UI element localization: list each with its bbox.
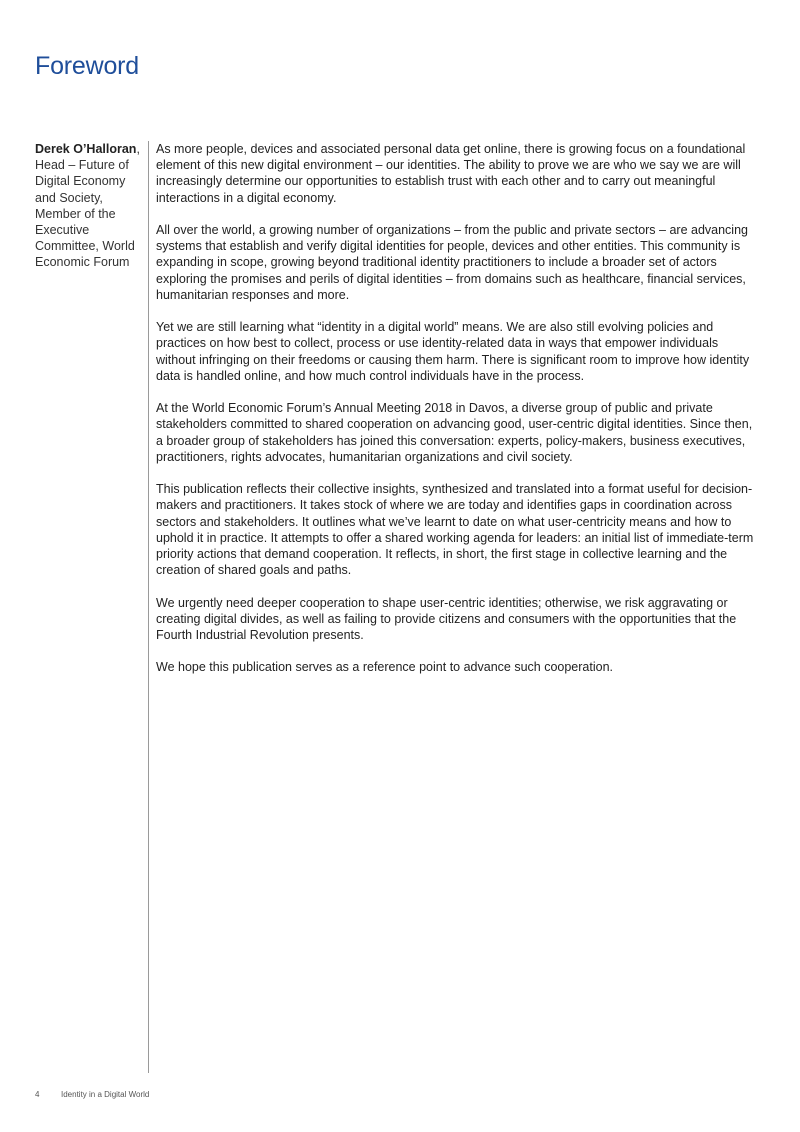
paragraph: Yet we are still learning what “identity in a digital world” means. We are also still evolving policies and practices on how best to collect, process or use identity-related data in ways that empower individuals without infringing on their freedoms or causing them harm. There is significant room to improve how identity data is handled online, and how much control individuals have in the process. — [156, 320, 750, 383]
paragraph: As more people, devices and associated personal data get online, there is growing focus on a foundational element of this new digital environment – our identities. The ability to prove we are who we say we are will increasingly determine our opportunities to establish trust with each other and to carry out meaningful interactions in a digital economy. — [156, 142, 746, 205]
author-role: , Head – Future of Digital Economy and Society, Member of the Executive Committee, World Economic Forum — [35, 142, 140, 270]
publication-title: Identity in a Digital World — [61, 1090, 150, 1099]
column-divider — [148, 141, 149, 1073]
author-byline — [35, 141, 145, 271]
paragraph: We hope this publication serves as a reference point to advance such cooperation. — [156, 660, 613, 675]
author-name: Derek O’Halloran — [35, 142, 137, 156]
page-footer — [35, 1090, 149, 1099]
page-title: Foreword — [35, 52, 139, 80]
paragraph: We urgently need deeper cooperation to shape user-centric identities; otherwise, we risk aggravating or creating digital divides, as well as failing to provide citizens and consumers with the opportunities that the Fourth Industrial Revolution presents. — [156, 595, 737, 643]
paragraph: At the World Economic Forum’s Annual Meeting 2018 in Davos, a diverse group of public and private stakeholders committed to shared cooperation on advancing good, user-centric digital identities. Since then, a broader group of stakeholders has joined this conversation: experts, policy-makers, business executives, practitioners, rights advocates, humanitarian organizations and civil society. — [156, 401, 753, 464]
page-number: 4 — [35, 1090, 40, 1099]
paragraph: This publication reflects their collective insights, synthesized and translated into a format useful for decision-makers and practitioners. It takes stock of where we are today and identifies gaps in coordination across sectors and stakeholders. It outlines what we’ve learnt to date on what user-centricity means and how to uphold it in practice. It attempts to offer a shared working agenda for leaders: an initial list of immediate-term priority actions that demand cooperation. It reflects, in short, the first stage in collective learning and the creation of shared goals and paths. — [156, 482, 754, 578]
paragraph: All over the world, a growing number of organizations – from the public and private sectors – are advancing systems that establish and verify digital identities for people, devices and other entities. This community is expanding in scope, growing beyond traditional identity practitioners to include a broader set of actors exploring the promises and perils of digital identities – from domains such as healthcare, financial services, humanitarian responses and more. — [156, 223, 748, 302]
foreword-body — [156, 141, 756, 692]
